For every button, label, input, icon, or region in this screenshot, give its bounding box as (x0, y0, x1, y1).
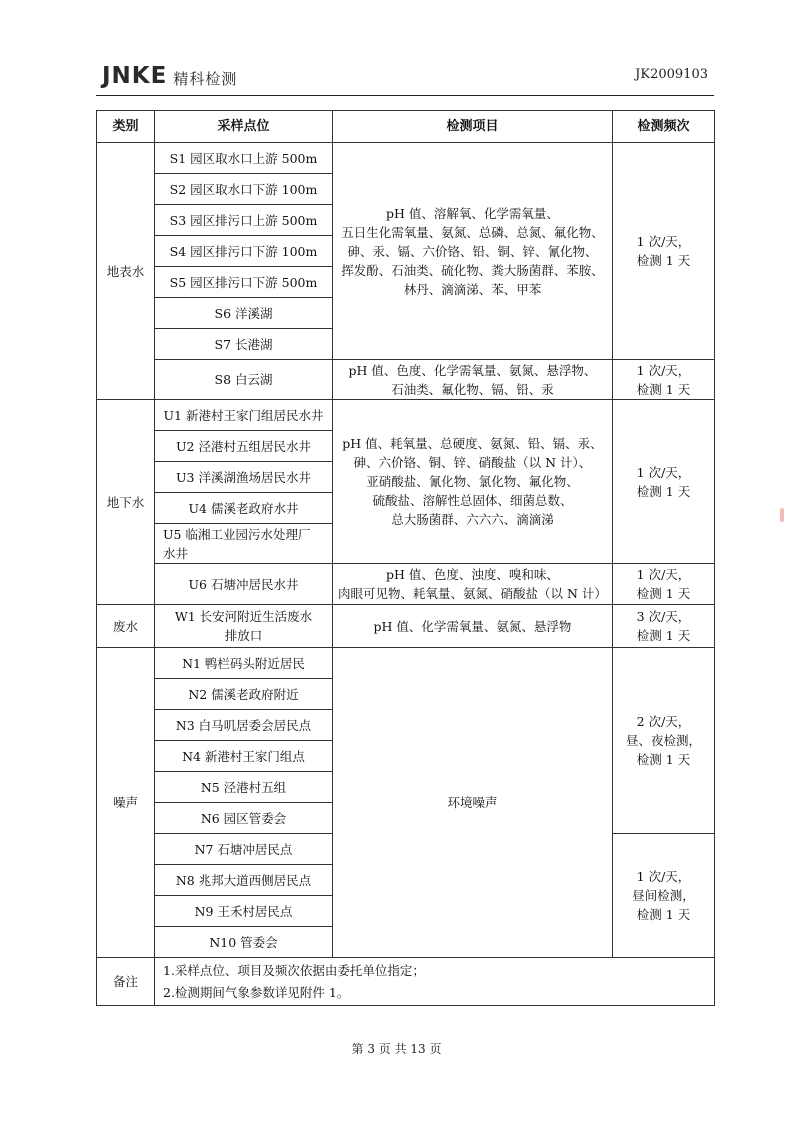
site-cell: U3 洋溪湖渔场居民水井 (155, 462, 333, 493)
items-ground-water-b (333, 564, 613, 605)
items-line: 五日生化需氧量、氨氮、总磷、总氮、氟化物、 (341, 224, 604, 240)
table-header-row (97, 111, 715, 143)
items-line: 林丹、滴滴涕、苯、甲苯 (403, 281, 542, 297)
site-cell: S6 洋溪湖 (155, 298, 333, 329)
remarks-line: 1.采样点位、项目及频次依据由委托单位指定； (163, 962, 425, 978)
freq-ground-water-a (613, 400, 715, 564)
sampling-plan-table (96, 110, 715, 1006)
header-items: 检测项目 (333, 111, 613, 143)
freq-line: 2 次/天， (636, 714, 691, 729)
freq-ground-water-b (613, 564, 715, 605)
freq-line: 检测 1 天 (636, 253, 691, 268)
category-waste-water: 废水 (97, 605, 155, 648)
table-row (97, 400, 715, 431)
freq-line: 1 次/天， (636, 567, 691, 582)
site-cell: N5 泾港村五组 (155, 772, 333, 803)
remarks-line: 2.检测期间气象参数详见附件 1。 (163, 984, 350, 1000)
freq-line: 检测 1 天 (636, 628, 691, 643)
site-cell: N6 园区管委会 (155, 803, 333, 834)
page-number: 第 3 页 共 13 页 (351, 1042, 442, 1056)
company-logo (102, 64, 237, 88)
site-cell: N3 白马叽居委会居民点 (155, 710, 333, 741)
site-cell: N2 儒溪老政府附近 (155, 679, 333, 710)
freq-line: 检测 1 天 (636, 381, 691, 397)
freq-surface-water-a (613, 143, 715, 360)
freq-line: 检测 1 天 (636, 483, 691, 499)
freq-line: 检测 1 天 (636, 752, 691, 767)
site-line: W1 长安河附近生活废水 (174, 609, 313, 624)
logo-text: JNKE (102, 63, 168, 89)
freq-noise-a (613, 648, 715, 834)
items-line: pH 值、耗氧量、总硬度、氨氮、铅、镉、汞、 (342, 436, 603, 451)
site-cell: N4 新港村王家门组点 (155, 741, 333, 772)
scan-edge-mark (780, 508, 784, 522)
site-cell: N1 鸭栏码头附近居民 (155, 648, 333, 679)
site-cell: S5 园区排污口下游 500m (155, 267, 333, 298)
site-cell (155, 605, 333, 648)
site-cell: N10 管委会 (155, 927, 333, 958)
freq-line: 昼、夜检测， (625, 733, 701, 748)
items-line: pH 值、色度、化学需氧量、氨氮、悬浮物、 (348, 362, 597, 378)
site-cell: N8 兆邦大道西侧居民点 (155, 865, 333, 896)
header-divider (96, 95, 714, 96)
page-header (96, 58, 714, 96)
site-line: 水井 (163, 545, 189, 561)
items-surface-water-a (333, 143, 613, 360)
freq-waste-water (613, 605, 715, 648)
items-line: 石油类、氟化物、镉、铅、汞 (391, 381, 554, 397)
site-cell: U1 新港村王家门组居民水井 (155, 400, 333, 431)
header-frequency: 检测频次 (613, 111, 715, 143)
header-site: 采样点位 (155, 111, 333, 143)
site-cell: N7 石塘冲居民点 (155, 834, 333, 865)
site-cell: S4 园区排污口下游 100m (155, 236, 333, 267)
freq-line: 1 次/天， (636, 464, 691, 480)
items-noise: 环境噪声 (333, 648, 613, 958)
site-cell: S1 园区取水口上游 500m (155, 143, 333, 174)
table-row (97, 648, 715, 679)
items-ground-water-a (333, 400, 613, 564)
category-noise: 噪声 (97, 648, 155, 958)
items-line: 硫酸盐、溶解性总固体、细菌总数、 (372, 493, 573, 508)
items-line: 砷、六价铬、铜、锌、硝酸盐（以 N 计）、 (353, 455, 592, 470)
table-row (97, 360, 715, 400)
items-line: 砷、汞、镉、六价铬、铅、铜、锌、氰化物、 (347, 243, 598, 259)
freq-line: 检测 1 天 (636, 907, 691, 922)
items-surface-water-b (333, 360, 613, 400)
freq-line: 1 次/天， (636, 362, 691, 378)
table-row (97, 564, 715, 605)
freq-noise-b (613, 834, 715, 958)
items-line: 肉眼可见物、耗氧量、氨氮、硝酸盐（以 N 计） (338, 586, 607, 601)
site-line: 排放口 (224, 628, 263, 643)
category-ground-water: 地下水 (97, 400, 155, 605)
category-surface-water: 地表水 (97, 143, 155, 400)
document-number: JK2009103 (635, 67, 708, 82)
site-cell: S3 园区排污口上游 500m (155, 205, 333, 236)
items-line: 总大肠菌群、六六六、滴滴涕 (391, 512, 554, 527)
logo-cn-text: 精科检测 (173, 70, 238, 88)
freq-line: 昼间检测， (632, 888, 695, 903)
items-line: 亚硝酸盐、氰化物、氯化物、氟化物、 (366, 474, 579, 489)
freq-line: 3 次/天， (636, 609, 691, 624)
items-waste-water: pH 值、化学需氧量、氨氮、悬浮物 (333, 605, 613, 648)
freq-line: 1 次/天， (636, 234, 691, 249)
items-line: 挥发酚、石油类、硫化物、粪大肠菌群、苯胺、 (341, 262, 604, 278)
site-cell: U2 泾港村五组居民水井 (155, 431, 333, 462)
freq-line: 检测 1 天 (636, 586, 691, 601)
header-category: 类别 (97, 111, 155, 143)
site-line: U5 临湘工业园污水处理厂 (163, 526, 311, 542)
remarks-content (155, 958, 715, 1006)
site-cell (155, 524, 333, 564)
site-cell: S2 园区取水口下游 100m (155, 174, 333, 205)
page-footer (0, 1040, 793, 1057)
table-row (97, 143, 715, 174)
site-cell: U6 石塘冲居民水井 (155, 564, 333, 605)
site-cell: S8 白云湖 (155, 360, 333, 400)
remarks-row (97, 958, 715, 1006)
items-line: pH 值、溶解氧、化学需氧量、 (386, 205, 559, 221)
freq-surface-water-b (613, 360, 715, 400)
site-cell: N9 王禾村居民点 (155, 896, 333, 927)
site-cell: U4 儒溪老政府水井 (155, 493, 333, 524)
items-line: pH 值、色度、浊度、嗅和味、 (386, 567, 559, 582)
table-row (97, 605, 715, 648)
site-cell: S7 长港湖 (155, 329, 333, 360)
freq-line: 1 次/天， (636, 869, 691, 884)
remarks-label: 备注 (97, 958, 155, 1006)
